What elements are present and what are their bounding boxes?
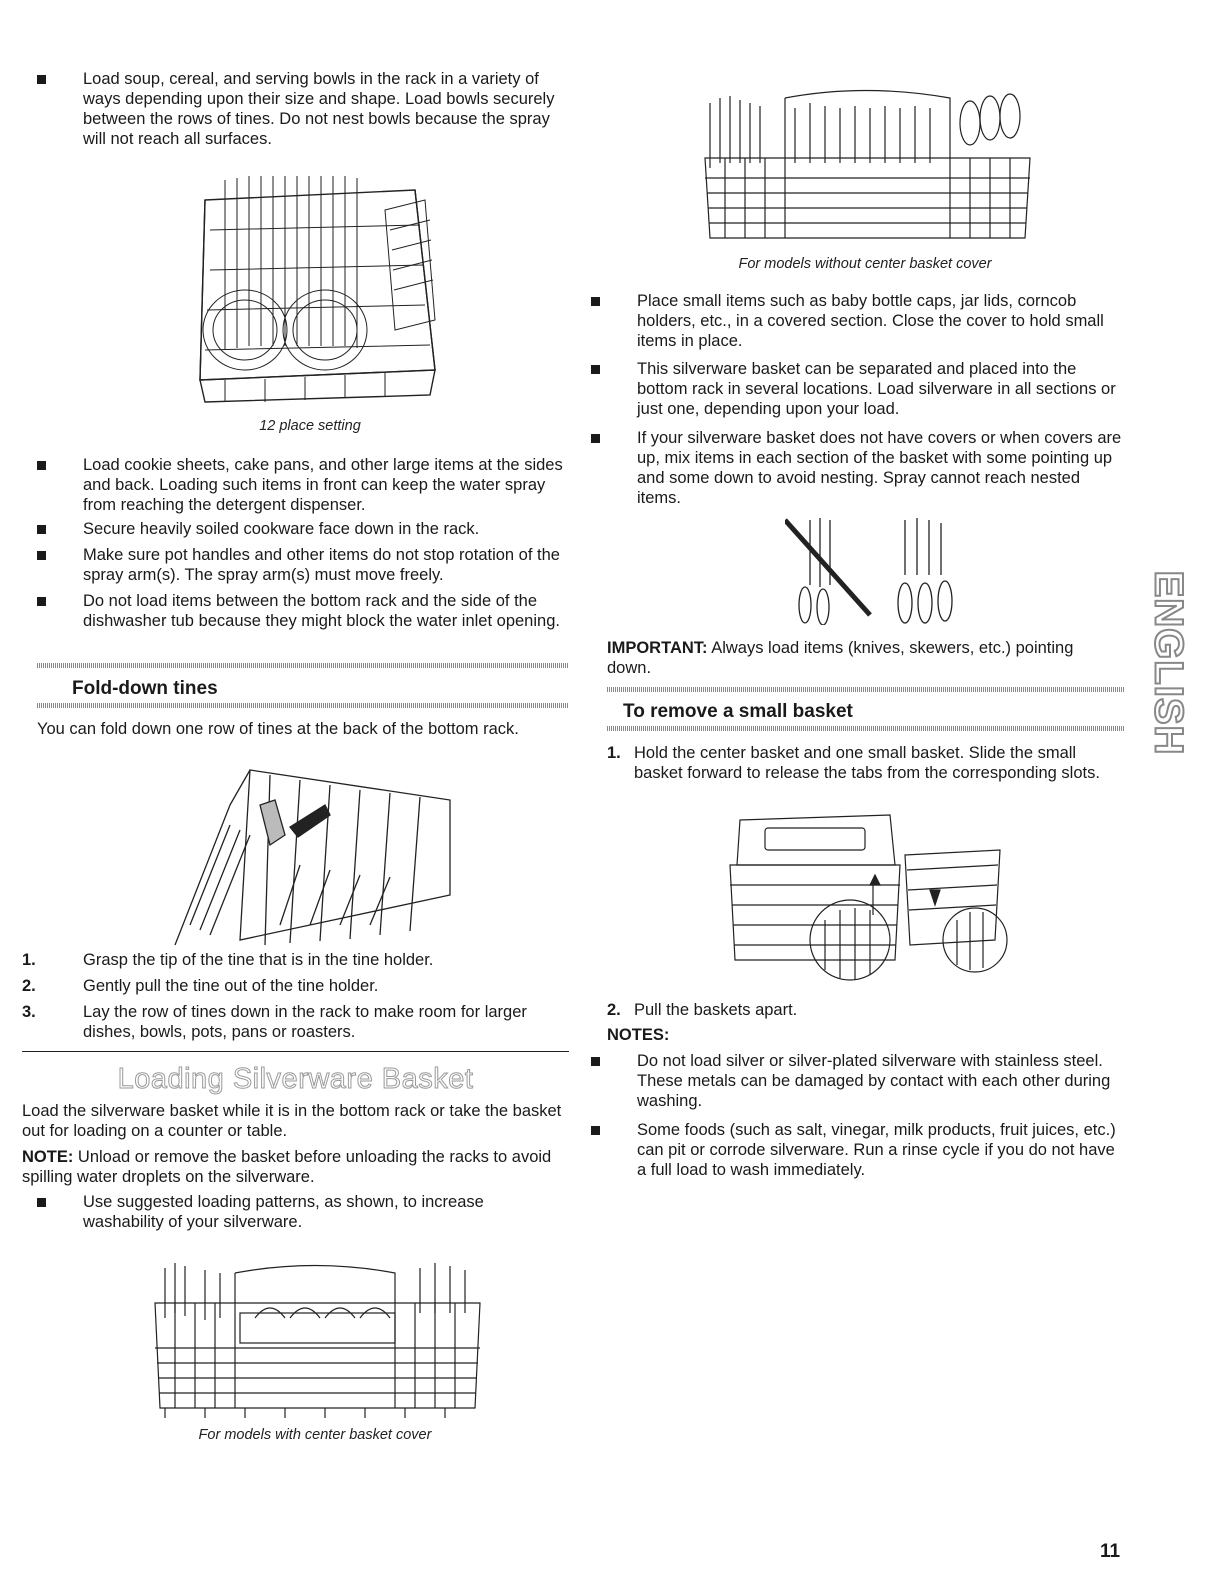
bowls-bullet-text: Load soup, cereal, and serving bowls in the rack in a variety of ways depending upon their size and shape. Load bowls securely between the rows of tines. Do not nest bowls because the spray will not reach all surfaces. [83, 70, 555, 148]
language-tab-label: ENGLISH [1146, 570, 1191, 756]
bullet-text: This silverware basket can be separated and placed into the bottom rack in several locations. Load silverware in all sections or just one, depending upon your load. [637, 360, 1116, 418]
language-tab [1146, 566, 1191, 760]
remove-basket-illustration [725, 810, 1010, 985]
without-cover-caption: For models without center basket cover [738, 256, 992, 272]
important-label: IMPORTANT: [607, 639, 708, 657]
dish-rack-illustration [185, 170, 445, 405]
step-number: 2. [22, 977, 36, 995]
basket-without-cover-illustration [695, 78, 1040, 248]
fold-intro: You can fold down one row of tines at the back of the bottom rack. [37, 720, 519, 738]
silverware-section-title: Loading Silverware Basket [117, 1063, 474, 1095]
step-number: 2. [607, 1001, 621, 1019]
important-text: Always load items (knives, skewers, etc.) pointing down. [607, 639, 1074, 677]
step-text: Grasp the tip of the tine that is in the tine holder. [83, 951, 434, 969]
bullet-text: Do not load items between the bottom rack and the side of the dishwasher tub because they might block the water inlet opening. [83, 592, 560, 630]
with-cover-caption: For models with center basket cover [198, 1427, 432, 1443]
notes-label [607, 1025, 669, 1045]
basket-with-cover-illustration [145, 1258, 490, 1423]
bullet-text: Make sure pot handles and other items do not stop rotation of the spray arm(s). The spray arm(s) must move freely. [83, 546, 560, 584]
section-divider [37, 663, 569, 668]
bullet-marker [591, 297, 600, 306]
note-text: Unload or remove the basket before unloading the racks to avoid spilling water droplets on the silverware. [22, 1148, 552, 1186]
bullet-marker [591, 1057, 600, 1066]
step-number: 1. [22, 951, 36, 969]
fold-down-heading: Fold-down tines [72, 678, 218, 699]
bullet-marker [591, 1126, 600, 1135]
bullet-text: Do not load silver or silver-plated silverware with stainless steel. These metals can be damaged by contact with each other during washing. [637, 1052, 1111, 1110]
page-number: 11 [1100, 1541, 1121, 1562]
section-divider [607, 726, 1124, 731]
bullet-text: Load cookie sheets, cake pans, and other large items at the sides and back. Loading such items in front can keep the water spray from reaching the detergent dispenser. [83, 456, 563, 514]
bullet-text: Secure heavily soiled cookware face down in the rack. [83, 520, 480, 538]
bullet-marker [37, 597, 46, 606]
bullet-marker [591, 365, 600, 374]
section-divider [607, 687, 1124, 692]
bullet-marker [37, 1198, 46, 1207]
section-divider [37, 703, 569, 708]
bullet-text: Some foods (such as salt, vinegar, milk products, fruit juices, etc.) can pit or corrode silverware. Run a rinse cycle if you do not have a full load to wash immediately. [637, 1121, 1116, 1179]
step-number: 1. [607, 744, 621, 762]
rack-caption: 12 place setting [259, 418, 361, 434]
step-number: 3. [22, 1003, 36, 1021]
silverware-note [22, 1147, 567, 1187]
bullet-marker [37, 461, 46, 470]
bullet-text: Place small items such as baby bottle caps, jar lids, corncob holders, etc., in a covered section. Close the cover to hold small items in place. [637, 292, 1104, 350]
silverware-intro: Load the silverware basket while it is in the bottom rack or take the basket out for loading on a counter or table. [22, 1102, 562, 1140]
bullet-marker [37, 551, 46, 560]
notes-heading: NOTES: [607, 1026, 670, 1044]
step-text: Gently pull the tine out of the tine holder. [83, 977, 379, 995]
bullet-text: Use suggested loading patterns, as shown, to increase washability of your silverware. [83, 1193, 484, 1231]
bullet-marker [591, 434, 600, 443]
bullet-marker [37, 75, 46, 84]
step-text: Pull the baskets apart. [634, 1001, 798, 1019]
remove-basket-heading: To remove a small basket [623, 701, 853, 722]
step-text: Hold the center basket and one small basket. Slide the small basket forward to release the tabs from the corresponding slots. [634, 744, 1100, 782]
note-label: NOTE: [22, 1148, 74, 1166]
fold-down-tines-illustration [170, 765, 460, 950]
bullet-marker [37, 525, 46, 534]
important-note [607, 638, 1122, 678]
bullet-text: If your silverware basket does not have covers or when covers are up, mix items in each section of the basket with some pointing up and some down to avoid nesting. Spray cannot reach nested items. [637, 429, 1122, 507]
knives-down-illustration [785, 515, 960, 625]
section-rule [22, 1051, 569, 1052]
step-text: Lay the row of tines down in the rack to make room for larger dishes, bowls, pots, pans or roasters. [83, 1003, 527, 1041]
